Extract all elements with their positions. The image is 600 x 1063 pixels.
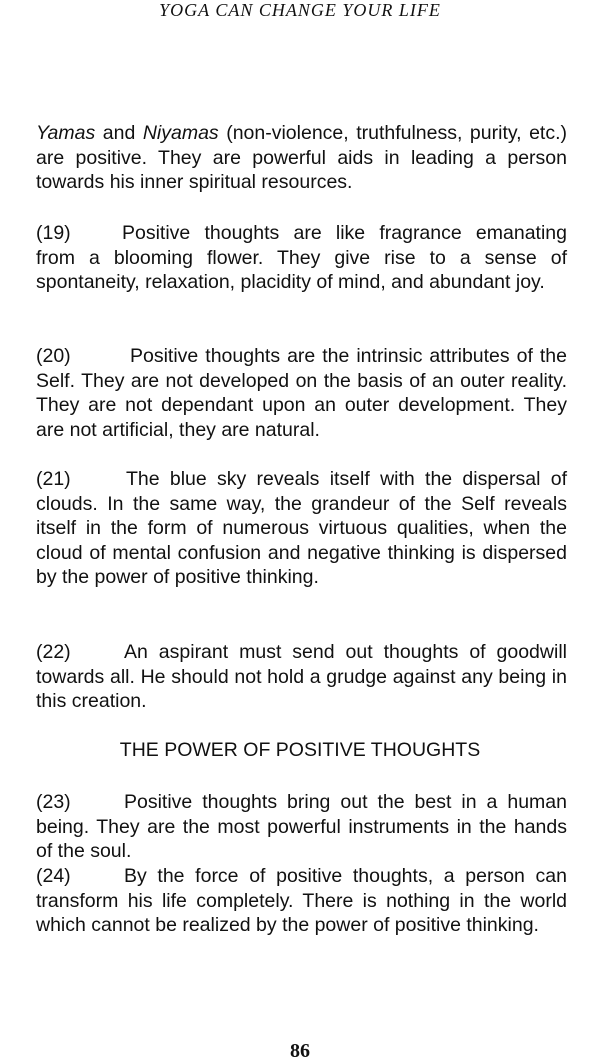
- paragraph-21: [36, 467, 567, 590]
- paragraph-23: [36, 790, 567, 864]
- paragraph-text: Positive thoughts are like fragrance emanating from a blooming flower. They give rise to a sense of spontaneity, relaxation, placidity of mind, and abundant joy.: [36, 222, 567, 294]
- paragraph-22: [36, 640, 567, 714]
- intro-text: (non-violence, truthfulness, purity, etc.) are positive. They are powerful aids in leading a person towards his inner spiritual resources.: [36, 122, 568, 194]
- term-yamas: Yamas: [36, 122, 96, 144]
- intro-paragraph: [36, 121, 567, 195]
- paragraph-text: An aspirant must send out thoughts of goodwill towards all. He should not hold a grudge against any being in this creation.: [36, 641, 567, 713]
- paragraph-19: [36, 221, 567, 295]
- term-niyamas: Niyamas: [142, 122, 219, 144]
- paragraph-text: Positive thoughts are the intrinsic attributes of the Self. They are not developed on the basis of an outer reality. They are not dependant upon an outer development. They are not artificial, they are natural.: [36, 345, 567, 441]
- paragraph-text: By the force of positive thoughts, a person can transform his life completely. There is nothing in the world which cannot be realized by the power of positive thinking.: [36, 865, 567, 937]
- paragraph-text: Positive thoughts bring out the best in a human being. They are the most powerful instruments in the hands of the soul.: [36, 791, 567, 863]
- page-number: 86: [290, 1040, 310, 1062]
- section-heading: THE POWER OF POSITIVE THOUGHTS: [119, 739, 481, 761]
- paragraph-number: (21): [36, 468, 71, 490]
- running-head: YOGA CAN CHANGE YOUR LIFE: [159, 0, 441, 20]
- paragraph-number: (23): [36, 791, 71, 813]
- paragraph-text: The blue sky reveals itself with the dispersal of clouds. In the same way, the grandeur of the Self reveals itself in the form of numerous virtuous qualities, when the cloud of mental confusion and negative thinking is dispersed by the power of positive thinking.: [36, 468, 567, 589]
- paragraph-number: (24): [36, 865, 71, 887]
- paragraph-number: (22): [36, 641, 71, 663]
- paragraph-number: (19): [36, 222, 71, 244]
- paragraph-number: (20): [36, 345, 71, 367]
- conjunction: and: [102, 122, 136, 144]
- paragraph-20: [36, 344, 567, 442]
- paragraph-24: [36, 864, 567, 938]
